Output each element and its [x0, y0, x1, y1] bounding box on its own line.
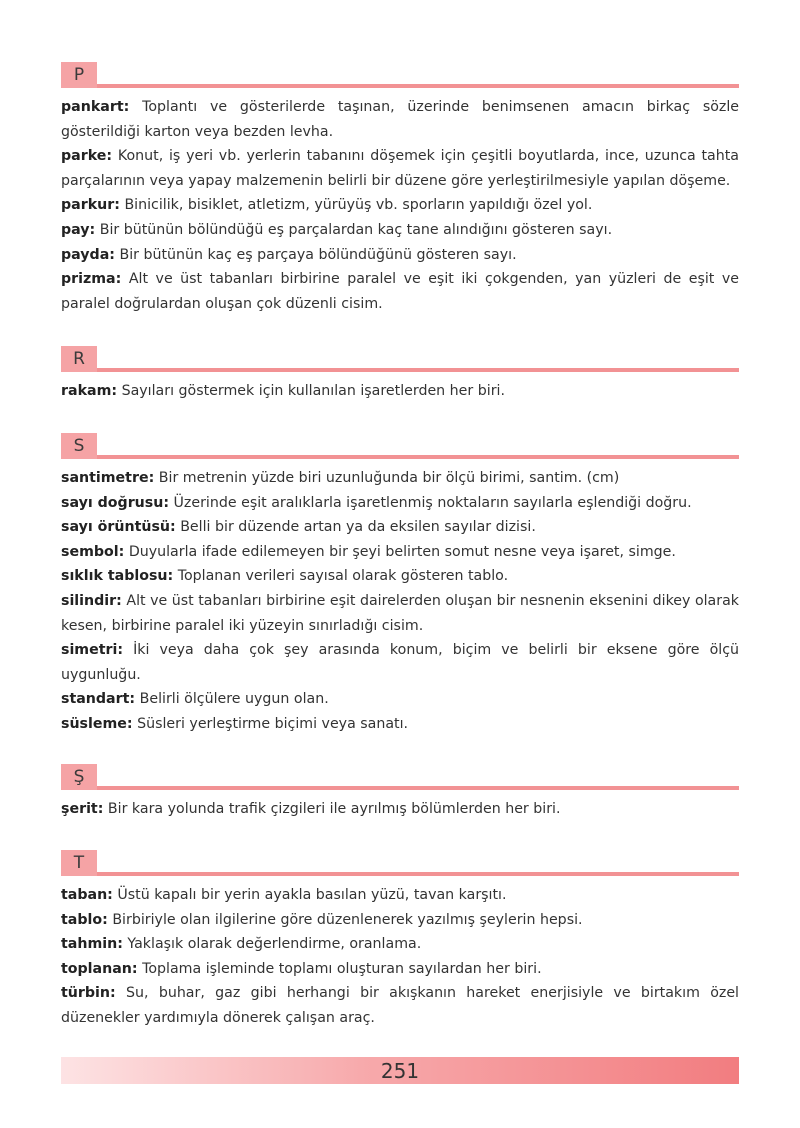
- glossary-entry: [61, 379, 739, 404]
- entry-definition: Toplama işleminde toplamı oluşturan sayılardan her biri.: [142, 960, 542, 977]
- entry-term: parke:: [61, 148, 113, 165]
- entry-term: toplanan:: [61, 960, 138, 977]
- section-p: [61, 62, 739, 316]
- entry-list: [61, 379, 739, 404]
- entry-term: sayı doğrusu:: [61, 494, 170, 511]
- glossary-page: [61, 62, 739, 1031]
- glossary-entry: [61, 908, 739, 933]
- entry-definition: Yaklaşık olarak değerlendirme, oranlama.: [127, 936, 422, 953]
- entry-term: pankart:: [61, 99, 130, 115]
- glossary-entry: [61, 144, 739, 193]
- section-rule: [97, 872, 739, 876]
- entry-definition: Belirli ölçülere uygun olan.: [139, 691, 329, 708]
- entry-term: santimetre:: [61, 469, 155, 486]
- section-letter: R: [61, 346, 97, 372]
- glossary-entry: [61, 981, 739, 1030]
- entry-definition: Konut, iş yeri vb. yerlerin tabanını döşemek için çeşitli boyutlarda, ince, uzunca tahta parçalarının veya yapay malzemenin belirli bir düzene göre yerleştirilmesiyle yapılan döşeme.: [61, 148, 739, 189]
- section-header: [61, 62, 739, 88]
- glossary-entry: [61, 638, 739, 687]
- entry-term: sembol:: [61, 543, 125, 560]
- entry-list: [61, 797, 739, 822]
- glossary-entry: [61, 589, 739, 638]
- entry-term: şerit:: [61, 801, 104, 818]
- entry-term: rakam:: [61, 383, 118, 400]
- section-rule: [97, 84, 739, 88]
- entry-term: tablo:: [61, 911, 108, 928]
- entry-term: türbin:: [61, 985, 116, 1002]
- entry-definition: Süsleri yerleştirme biçimi veya sanatı.: [137, 715, 409, 732]
- entry-definition: Sayıları göstermek için kullanılan işaretlerden her biri.: [121, 383, 505, 400]
- entry-term: sayı örüntüsü:: [61, 519, 176, 536]
- entry-term: silindir:: [61, 592, 122, 609]
- page-number: 251: [380, 1058, 420, 1083]
- glossary-entry: [61, 243, 739, 268]
- entry-definition: Alt ve üst tabanları birbirine eşit dairelerden oluşan bir nesnenin eksenini dikey olarak kesen, birbirine paralel iki yüzeyin sınırladığı cisim.: [61, 592, 739, 634]
- section-rule: [97, 368, 739, 372]
- page-footer-bar: [61, 1057, 739, 1084]
- section-letter: T: [61, 850, 97, 876]
- section-r: [61, 346, 739, 404]
- section-rule: [97, 455, 739, 459]
- glossary-entry: [61, 491, 739, 516]
- glossary-entry: [61, 193, 739, 218]
- entry-definition: Belli bir düzende artan ya da eksilen sayılar dizisi.: [180, 519, 536, 536]
- glossary-entry: [61, 540, 739, 565]
- entry-term: sıklık tablosu:: [61, 568, 174, 585]
- glossary-entry: [61, 95, 739, 144]
- entry-definition: Üzerinde eşit aralıklarla işaretlenmiş noktaların sayılarla eşlendiği doğru.: [173, 494, 692, 511]
- entry-definition: Üstü kapalı bir yerin ayakla basılan yüzü, tavan karşıtı.: [117, 887, 507, 904]
- glossary-entry: [61, 957, 739, 982]
- glossary-entry: [61, 932, 739, 957]
- section-header: [61, 850, 739, 876]
- entry-definition: Alt ve üst tabanları birbirine paralel ve eşit iki çokgenden, yan yüzleri de eşit ve paralel doğrulardan oluşan çok düzenli cisim.: [61, 271, 739, 312]
- entry-definition: İki veya daha çok şey arasında konum, biçim ve belirli bir eksene göre ölçü uygunluğu.: [61, 642, 739, 683]
- glossary-entry: [61, 883, 739, 908]
- entry-term: tahmin:: [61, 936, 123, 953]
- entry-definition: Bir kara yolunda trafik çizgileri ile ayrılmış bölümlerden her biri.: [107, 801, 561, 818]
- entry-definition: Su, buhar, gaz gibi herhangi bir akışkanın hareket enerjisiyle ve birtakım özel düzenekler yardımıyla dönerek çalışan araç.: [61, 985, 739, 1027]
- entry-definition: Duyularla ifade edilemeyen bir şeyi belirten somut nesne veya işaret, simge.: [128, 543, 676, 560]
- section-letter: S: [61, 433, 97, 459]
- glossary-entry: [61, 267, 739, 316]
- entry-definition: Toplanan verileri sayısal olarak gösteren tablo.: [177, 568, 509, 585]
- entry-list: [61, 883, 739, 1031]
- glossary-entry: [61, 218, 739, 243]
- section-sh: [61, 764, 739, 822]
- entry-definition: Toplantı ve gösterilerde taşınan, üzerinde benimsenen amacın birkaç sözle gösterildiği karton veya bezden levha.: [61, 99, 740, 140]
- entry-term: süsleme:: [61, 715, 133, 732]
- glossary-entry: [61, 515, 739, 540]
- section-header: [61, 764, 739, 790]
- entry-definition: Bir bütünün kaç eş parçaya bölündüğünü gösteren sayı.: [119, 246, 517, 263]
- entry-list: [61, 466, 739, 737]
- entry-definition: Birbiriyle olan ilgilerine göre düzenlenerek yazılmış şeylerin hepsi.: [112, 911, 583, 928]
- entry-term: parkur:: [61, 197, 120, 214]
- entry-term: payda:: [61, 246, 115, 263]
- glossary-entry: [61, 564, 739, 589]
- entry-term: taban:: [61, 887, 113, 904]
- entry-term: simetri:: [61, 642, 124, 659]
- entry-term: pay:: [61, 221, 96, 238]
- glossary-entry: [61, 712, 739, 737]
- entry-term: standart:: [61, 691, 136, 708]
- entry-term: prizma:: [61, 271, 122, 288]
- entry-definition: Bir bütünün bölündüğü eş parçalardan kaç tane alındığını gösteren sayı.: [99, 221, 613, 238]
- glossary-entry: [61, 466, 739, 491]
- section-s: [61, 433, 739, 737]
- glossary-entry: [61, 797, 739, 822]
- section-header: [61, 433, 739, 459]
- section-header: [61, 346, 739, 372]
- entry-definition: Bir metrenin yüzde biri uzunluğunda bir ölçü birimi, santim. (cm): [158, 469, 620, 486]
- section-letter: Ş: [61, 764, 97, 790]
- glossary-entry: [61, 687, 739, 712]
- entry-list: [61, 95, 739, 316]
- section-rule: [97, 786, 739, 790]
- section-letter: P: [61, 62, 97, 88]
- section-t: [61, 850, 739, 1031]
- entry-definition: Binicilik, bisiklet, atletizm, yürüyüş vb. sporların yapıldığı özel yol.: [124, 197, 593, 214]
